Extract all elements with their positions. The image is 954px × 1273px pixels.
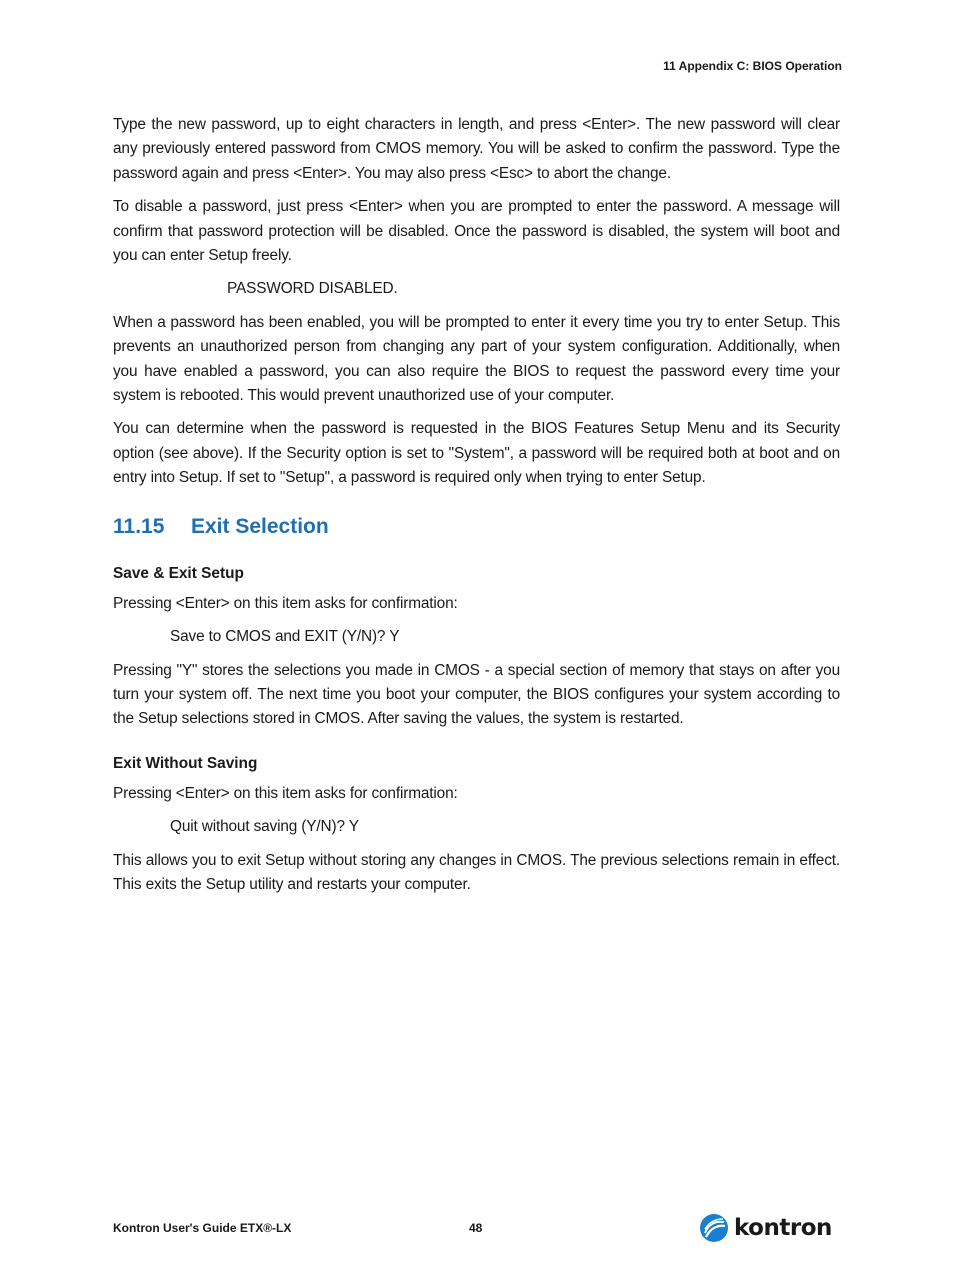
quit-prompt: Quit without saving (Y/N)? Y [170,818,359,836]
paragraph: Pressing "Y" stores the selections you made in CMOS - a special section of memory that stays on after you turn your system off. The next time you boot your computer, the BIOS configures your system according to the Setup selections stored in CMOS. After saving the values, the system is restarted. [113,661,840,728]
paragraph: Pressing <Enter> on this item asks for confirmation: [113,594,458,612]
paragraph: Type the new password, up to eight characters in length, and press <Enter>. The new password will clear any previously entered password from CMOS memory. You will be asked to confirm the password. Type the password again and press <Enter>. You may also press <Esc> to abort the change. [113,116,840,182]
kontron-logo-icon [699,1213,729,1243]
subheading-exit-without-saving: Exit Without Saving [113,754,258,772]
subheading-save-exit: Save & Exit Setup [113,564,244,582]
paragraph: You can determine when the password is requested in the BIOS Features Setup Menu and its Security option (see above). If the Security option is set to "System", a password will be required both at boot and on entry into Setup. If set to "Setup", a password is required only when trying to enter Setup. [113,420,840,487]
paragraph: When a password has been enabled, you will be prompted to enter it every time you try to enter Setup. This prevents an unauthorized person from changing any part of your system configuration. Additionally, when you have enabled a password, you can also require the BIOS to request the password every time your system is rebooted. This would prevent unauthorized use of your computer. [113,313,840,405]
section-number: 11.15 [113,514,165,538]
section-heading [113,514,840,540]
page-content [113,113,840,906]
paragraph: Pressing <Enter> on this item asks for confirmation: [113,784,458,802]
section-title: Exit Selection [191,514,329,538]
paragraph: This allows you to exit Setup without storing any changes in CMOS. The previous selections remain in effect. This exits the Setup utility and restarts your computer. [113,851,840,893]
save-exit-prompt: Save to CMOS and EXIT (Y/N)? Y [170,628,400,646]
logo-text: kontron [734,1215,832,1241]
paragraph: To disable a password, just press <Enter> when you are prompted to enter the password. A message will confirm that password protection will be disabled. Once the password is disabled, the system will boot and you can enter Setup freely. [113,198,840,265]
page-number: 48 [469,1221,483,1235]
kontron-logo [699,1213,832,1243]
footer-title: Kontron User's Guide ETX®-LX [113,1221,292,1235]
password-disabled-message: PASSWORD DISABLED. [227,280,398,298]
running-header: 11 Appendix C: BIOS Operation [663,59,842,73]
